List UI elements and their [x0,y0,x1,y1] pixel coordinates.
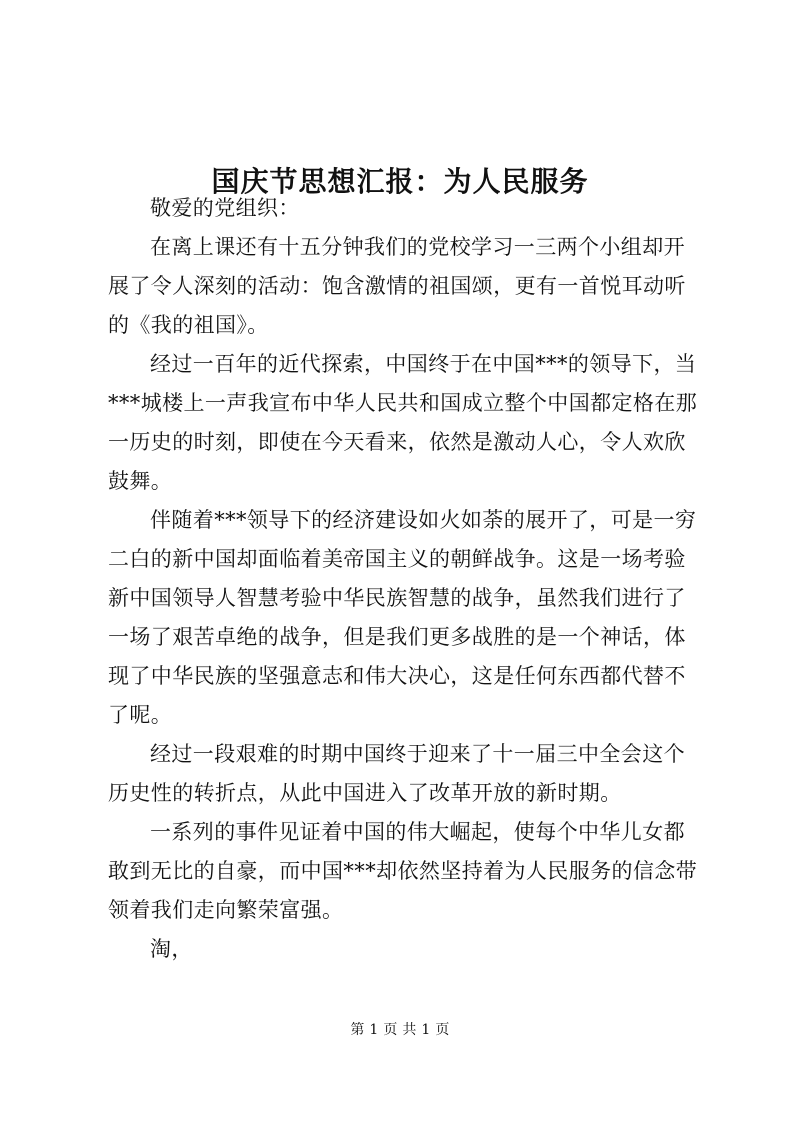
document-body [108,189,700,969]
body-paragraph: 经过一段艰难的时期中国终于迎来了十一届三中全会这个历史性的转折点，从此中国进入了改革开放的新时期。 [108,742,685,805]
greeting-line: 敬爱的党组织： [150,196,300,220]
closing-fragment: 淘， [150,937,193,961]
page-footer: 第 1 页 共 1 页 [350,1022,450,1038]
body-paragraph: 一系列的事件见证着中国的伟大崛起，使每个中华儿女都敢到无比的自豪，而中国***却依然坚持着为人民服务的信念带领着我们走向繁荣富强。 [108,820,698,922]
body-paragraph: 在离上课还有十五分钟我们的党校学习一三两个小组却开展了令人深刻的活动：饱含激情的祖国颂，更有一首悦耳动听的《我的祖国》。 [108,235,686,337]
document-title: 国庆节思想汇报：为人民服务 [211,164,589,198]
body-paragraph: 伴随着***领导下的经济建设如火如荼的展开了，可是一穷二白的新中国却面临着美帝国主义的朝鲜战争。这是一场考验新中国领导人智慧考验中华民族智慧的战争，虽然我们进行了一场了艰苦卓绝的战争，但是我们更多战胜的是一个神话，体现了中华民族的坚强意志和伟大决心，这是任何东西都代替不了呢。 [108,508,697,727]
body-paragraph: 经过一百年的近代探索，中国终于在中国***的领导下，当***城楼上一声我宣布中华人民共和国成立整个中国都定格在那一历史的时刻，即使在今天看来，依然是激动人心，令人欢欣鼓舞。 [108,352,698,493]
